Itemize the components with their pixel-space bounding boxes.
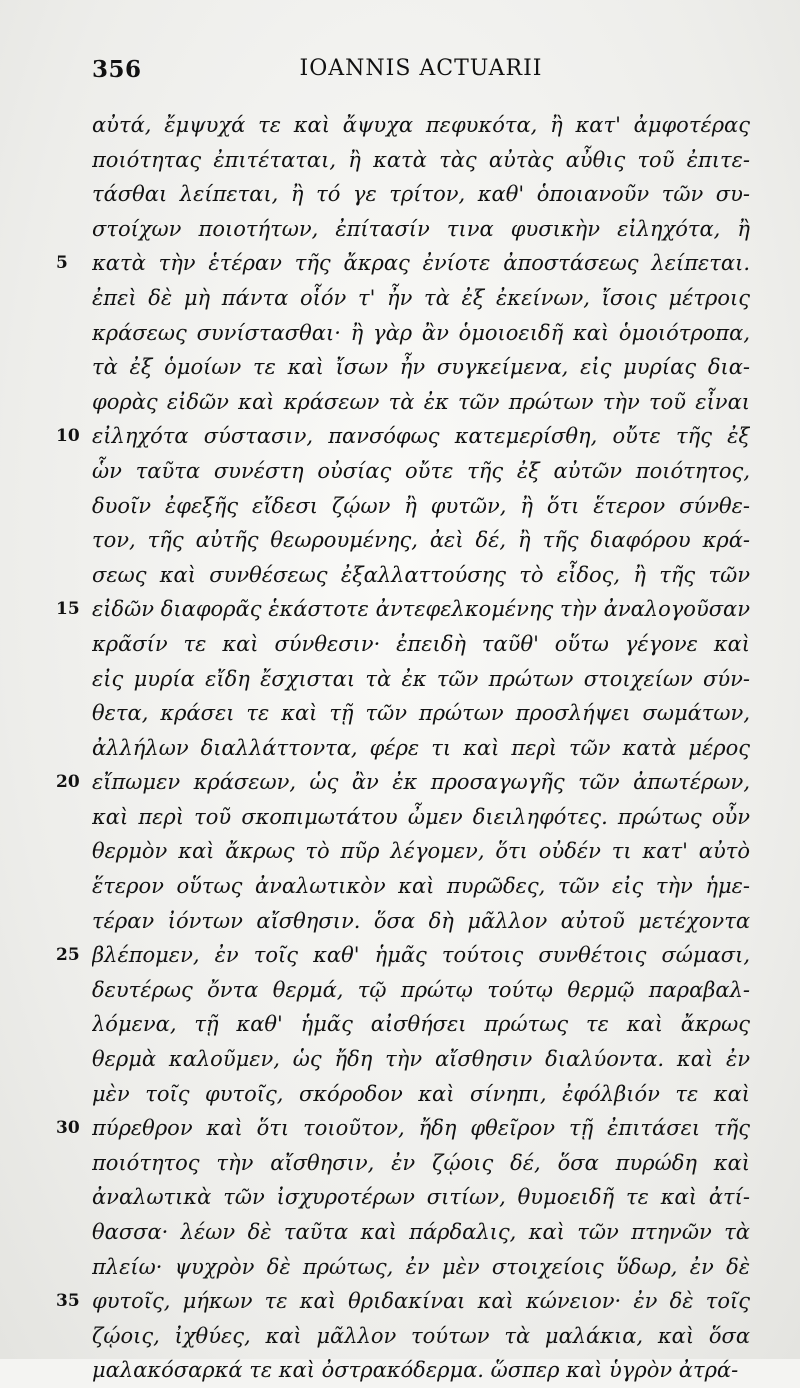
- page-header: [92, 56, 750, 92]
- line-text: εἰς μυρία εἴδη ἔσχισται τὰ ἐκ τῶν πρώτων στοιχείων σύν-: [92, 666, 750, 691]
- line-number: 30: [56, 1118, 80, 1139]
- line-text: καὶ περὶ τοῦ σκοπιμωτάτου ὦμεν διειληφότες. πρώτως οὖν: [92, 804, 750, 829]
- body-text: [0, 108, 800, 1388]
- text-line: [0, 246, 800, 281]
- line-text: εἰληχότα σύστασιν, πανσόφως κατεμερίσθη, οὔτε τῆς ἐξ: [92, 424, 750, 449]
- line-number: 5: [56, 253, 68, 274]
- text-line: [0, 1180, 800, 1215]
- text-line: [0, 869, 800, 904]
- line-text: ἐπεὶ δὲ μὴ πάντα οἷόν τ' ἦν τὰ ἐξ ἐκείνων, ἴσοις μέτροις: [92, 285, 750, 310]
- text-line: [0, 765, 800, 800]
- text-line: [0, 627, 800, 662]
- text-line: [0, 1007, 800, 1042]
- line-text: ὧν ταῦτα συνέστη οὐσίας οὔτε τῆς ἐξ αὐτῶν ποιότητος,: [92, 458, 750, 483]
- line-number: 35: [56, 1291, 80, 1312]
- running-head: IOANNIS ACTUARII: [299, 56, 543, 81]
- line-number: 20: [56, 772, 80, 793]
- line-text: τον, τῆς αὐτῆς θεωρουμένης, ἀεὶ δέ, ἢ τῆς διαφόρου κρά-: [92, 528, 750, 553]
- text-line: [0, 454, 800, 489]
- line-text: ποιότητος τὴν αἴσθησιν, ἐν ζῴοις δέ, ὅσα πυρώδη καὶ: [92, 1150, 750, 1175]
- text-line: [0, 1250, 800, 1285]
- text-line: [0, 1319, 800, 1354]
- text-line: [0, 281, 800, 316]
- text-line: [0, 385, 800, 420]
- text-line: [0, 938, 800, 973]
- text-line: [0, 316, 800, 351]
- line-text: θετα, κράσει τε καὶ τῇ τῶν πρώτων προσλήψει σωμάτων,: [92, 701, 750, 726]
- text-line: [0, 177, 800, 212]
- text-line: [0, 1146, 800, 1181]
- text-line: [0, 108, 800, 143]
- page-number: 356: [92, 56, 142, 83]
- line-text: κράσεως συνίστασθαι· ἢ γὰρ ἂν ὁμοιοειδῆ καὶ ὁμοιότροπα,: [92, 320, 750, 345]
- line-text: φυτοῖς, μήκων τε καὶ θριδακίναι καὶ κώνειον· ἐν δὲ τοῖς: [92, 1289, 750, 1314]
- line-text: σεως καὶ συνθέσεως ἐξαλλαττούσης τὸ εἶδος, ἢ τῆς τῶν: [92, 562, 750, 587]
- line-text: ἀλλήλων διαλλάττοντα, φέρε τι καὶ περὶ τῶν κατὰ μέρος: [92, 735, 750, 760]
- text-line: [0, 350, 800, 385]
- text-line: [0, 800, 800, 835]
- line-text: εἴπωμεν κράσεων, ὡς ἂν ἐκ προσαγωγῆς τῶν ἀπωτέρων,: [92, 770, 750, 795]
- line-text: βλέπομεν, ἐν τοῖς καθ' ἡμᾶς τούτοις συνθέτοις σώμασι,: [92, 943, 750, 968]
- text-line: [0, 973, 800, 1008]
- text-line: [0, 696, 800, 731]
- line-text: λόμενα, τῇ καθ' ἡμᾶς αἰσθήσει πρώτως τε καὶ ἄκρως: [92, 1012, 750, 1037]
- line-text: τάσθαι λείπεται, ἢ τό γε τρίτον, καθ' ὁποιανοῦν τῶν συ-: [92, 182, 750, 207]
- line-text: στοίχων ποιοτήτων, ἐπίτασίν τινα φυσικὴν εἰληχότα, ἢ: [92, 216, 750, 241]
- line-text: κρᾶσίν τε καὶ σύνθεσιν· ἐπειδὴ ταῦθ' οὕτω γέγονε καὶ: [92, 631, 750, 656]
- line-number: 15: [56, 599, 80, 620]
- line-text: δυοῖν ἐφεξῆς εἴδεσι ζῴων ἢ φυτῶν, ἢ ὅτι ἕτερον σύνθε-: [92, 493, 750, 518]
- line-text: θερμὸν καὶ ἄκρως τὸ πῦρ λέγομεν, ὅτι οὐδέν τι κατ' αὐτὸ: [92, 839, 750, 864]
- text-line: [0, 662, 800, 697]
- line-text: ἕτερον οὕτως ἀναλωτικὸν καὶ πυρῶδες, τῶν εἰς τὴν ἡμε-: [92, 874, 750, 899]
- text-line: [0, 489, 800, 524]
- line-text: τέραν ἰόντων αἴσθησιν. ὅσα δὴ μᾶλλον αὐτοῦ μετέχοντα: [92, 908, 750, 933]
- text-line: [0, 523, 800, 558]
- text-line: [0, 212, 800, 247]
- line-text: φορὰς εἰδῶν καὶ κράσεων τὰ ἐκ τῶν πρώτων τὴν τοῦ εἶναι: [92, 389, 750, 414]
- line-number: 10: [56, 426, 80, 447]
- text-line: [0, 1215, 800, 1250]
- line-text: αὐτά, ἔμψυχά τε καὶ ἄψυχα πεφυκότα, ἢ κατ' ἀμφοτέρας: [92, 113, 750, 137]
- line-number: 25: [56, 945, 80, 966]
- line-text: θερμὰ καλοῦμεν, ὡς ἤδη τὴν αἴσθησιν διαλύοντα. καὶ ἐν: [92, 1047, 750, 1072]
- text-line: [0, 1042, 800, 1077]
- line-text: τὰ ἐξ ὁμοίων τε καὶ ἴσων ἦν συγκείμενα, εἰς μυρίας δια-: [92, 355, 750, 380]
- text-line: [0, 592, 800, 627]
- line-text: εἰδῶν διαφορᾶς ἑκάστοτε ἀντεφελκομένης τὴν ἀναλογοῦσαν: [92, 597, 750, 622]
- text-line: [0, 143, 800, 178]
- line-text: ζῴοις, ἰχθύες, καὶ μᾶλλον τούτων τὰ μαλάκια, καὶ ὅσα: [92, 1323, 750, 1348]
- text-line: [0, 904, 800, 939]
- text-line: [0, 1284, 800, 1319]
- line-text: πύρεθρον καὶ ὅτι τοιοῦτον, ἤδη φθεῖρον τῇ ἐπιτάσει τῆς: [92, 1116, 750, 1141]
- line-text: ποιότητας ἐπιτέταται, ἢ κατὰ τὰς αὐτὰς αὖθις τοῦ ἐπιτε-: [92, 147, 750, 172]
- text-line: [0, 834, 800, 869]
- line-text: πλείω· ψυχρὸν δὲ πρώτως, ἐν μὲν στοιχείοις ὕδωρ, ἐν δὲ: [92, 1254, 750, 1279]
- line-text: θασσα· λέων δὲ ταῦτα καὶ πάρδαλις, καὶ τῶν πτηνῶν τὰ: [92, 1220, 750, 1244]
- line-text: κατὰ τὴν ἑτέραν τῆς ἄκρας ἐνίοτε ἀποστάσεως λείπεται.: [92, 251, 750, 276]
- text-line: [0, 1111, 800, 1146]
- text-line: [0, 419, 800, 454]
- text-line: [0, 558, 800, 593]
- line-text: δευτέρως ὄντα θερμά, τῷ πρώτῳ τούτῳ θερμῷ παραβαλ-: [92, 977, 750, 1002]
- line-text: μὲν τοῖς φυτοῖς, σκόροδον καὶ σίνηπι, ἐφόλβιόν τε καὶ: [92, 1081, 750, 1106]
- line-text: μαλακόσαρκά τε καὶ ὀστρακόδερμα. ὥσπερ καὶ ὑγρὸν ἀτρά-: [92, 1358, 739, 1383]
- text-line: [0, 731, 800, 766]
- text-line: [0, 1077, 800, 1112]
- line-text: ἀναλωτικὰ τῶν ἰσχυροτέρων σιτίων, θυμοειδῆ τε καὶ ἀτί-: [92, 1185, 750, 1210]
